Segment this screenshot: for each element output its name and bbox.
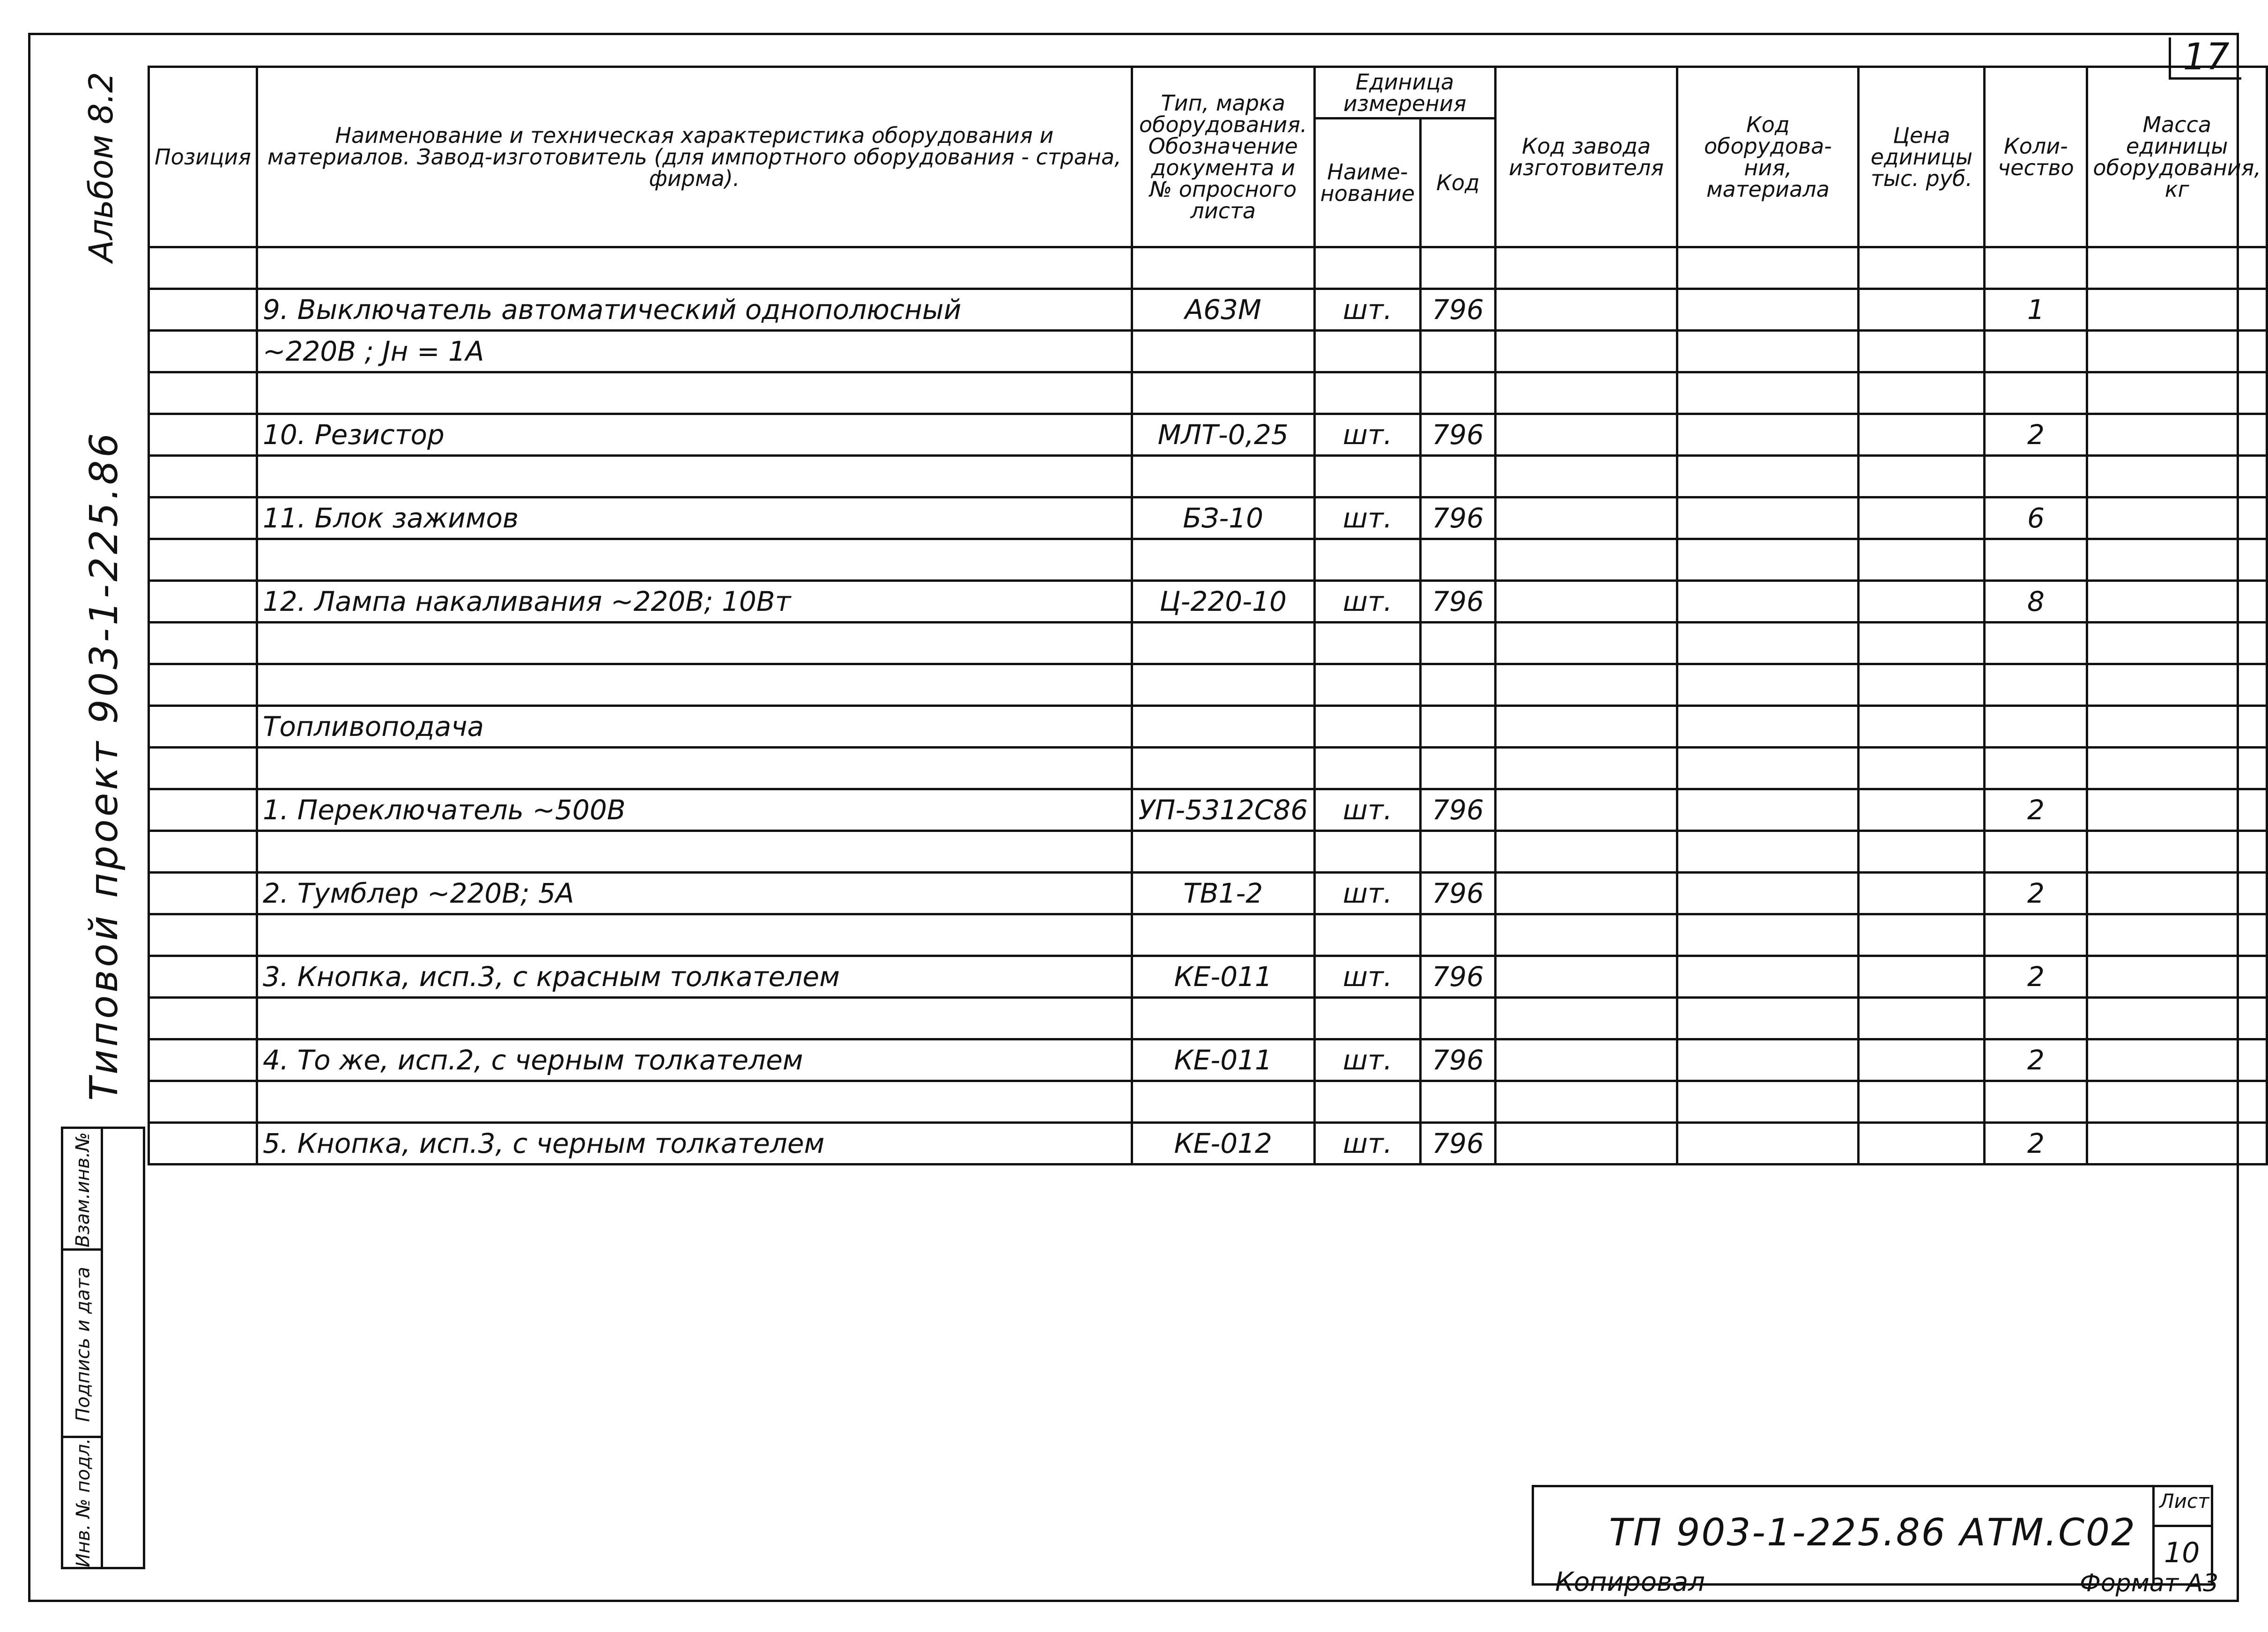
- cell-mass: [2087, 497, 2267, 539]
- cell-qty: 8: [1985, 581, 2087, 623]
- cell-price: [1859, 1039, 1985, 1081]
- table-row: [149, 581, 2267, 623]
- cell-qty: [1985, 664, 2087, 706]
- cell-type: [1132, 831, 1314, 873]
- cell-mass: [2087, 331, 2267, 372]
- cell-position: [149, 539, 257, 581]
- table-row: [149, 748, 2267, 789]
- cell-mass: [2087, 372, 2267, 414]
- cell-qty: [1985, 831, 2087, 873]
- cell-equip: [1677, 414, 1859, 456]
- cell-position: [149, 789, 257, 831]
- cell-equip: [1677, 456, 1859, 497]
- cell-qty: 2: [1985, 414, 2087, 456]
- cell-price: [1859, 289, 1985, 331]
- cell-plant: [1495, 623, 1677, 664]
- cell-position: [149, 1039, 257, 1081]
- header-price: Цена единицы тыс. руб.: [1859, 67, 1985, 247]
- project-label: Типовой проект 903-1-225.86: [82, 430, 126, 1101]
- cell-price: [1859, 748, 1985, 789]
- cell-plant: [1495, 539, 1677, 581]
- table-row: [149, 623, 2267, 664]
- table-row: [149, 1039, 2267, 1081]
- cell-unit: [1314, 706, 1421, 748]
- cell-qty: 6: [1985, 497, 2087, 539]
- cell-code: 796: [1421, 873, 1495, 914]
- cell-qty: [1985, 456, 2087, 497]
- cell-unit: [1314, 372, 1421, 414]
- cell-name: 11. Блок зажимов: [257, 497, 1132, 539]
- cell-mass: [2087, 956, 2267, 998]
- cell-price: [1859, 789, 1985, 831]
- cell-price: [1859, 247, 1985, 289]
- cell-mass: [2087, 914, 2267, 956]
- sheet-top-number: 17: [2169, 37, 2241, 80]
- cell-name: 1. Переключатель ~500В: [257, 789, 1132, 831]
- cell-name: ~220В ; Jн = 1А: [257, 331, 1132, 372]
- cell-name: [257, 1081, 1132, 1123]
- cell-type: [1132, 331, 1314, 372]
- table-row: [149, 873, 2267, 914]
- stamp-label-replacement: Взам.инв.№: [72, 1132, 94, 1248]
- cell-type: Ц-220-10: [1132, 581, 1314, 623]
- cell-price: [1859, 706, 1985, 748]
- cell-type: [1132, 914, 1314, 956]
- cell-name: 12. Лампа накаливания ~220В; 10Вт: [257, 581, 1132, 623]
- cell-plant: [1495, 456, 1677, 497]
- cell-plant: [1495, 873, 1677, 914]
- cell-qty: [1985, 748, 2087, 789]
- cell-type: [1132, 456, 1314, 497]
- cell-unit: шт.: [1314, 581, 1421, 623]
- cell-type: [1132, 372, 1314, 414]
- table-row: [149, 456, 2267, 497]
- cell-plant: [1495, 664, 1677, 706]
- cell-mass: [2087, 789, 2267, 831]
- table-row: [149, 331, 2267, 372]
- cell-position: [149, 748, 257, 789]
- cell-code: 796: [1421, 1123, 1495, 1165]
- cell-mass: [2087, 289, 2267, 331]
- cell-position: [149, 914, 257, 956]
- cell-code: 796: [1421, 581, 1495, 623]
- table-row: [149, 914, 2267, 956]
- cell-plant: [1495, 914, 1677, 956]
- cell-plant: [1495, 289, 1677, 331]
- cell-position: [149, 831, 257, 873]
- cell-unit: шт.: [1314, 789, 1421, 831]
- cell-type: УП-5312С86: [1132, 789, 1314, 831]
- cell-equip: [1677, 998, 1859, 1039]
- cell-price: [1859, 873, 1985, 914]
- cell-code: [1421, 372, 1495, 414]
- cell-position: [149, 706, 257, 748]
- cell-code: [1421, 748, 1495, 789]
- cell-mass: [2087, 664, 2267, 706]
- cell-equip: [1677, 1123, 1859, 1165]
- cell-code: [1421, 331, 1495, 372]
- cell-equip: [1677, 706, 1859, 748]
- cell-position: [149, 497, 257, 539]
- table-row: [149, 956, 2267, 998]
- cell-type: КЕ-012: [1132, 1123, 1314, 1165]
- cell-position: [149, 623, 257, 664]
- cell-name: 3. Кнопка, исп.3, с красным толкателем: [257, 956, 1132, 998]
- cell-position: [149, 247, 257, 289]
- cell-plant: [1495, 1081, 1677, 1123]
- album-label: Альбом 8.2: [82, 72, 120, 262]
- cell-code: 796: [1421, 1039, 1495, 1081]
- cell-plant: [1495, 581, 1677, 623]
- cell-type: [1132, 998, 1314, 1039]
- cell-plant: [1495, 1123, 1677, 1165]
- cell-type: [1132, 748, 1314, 789]
- cell-type: БЗ-10: [1132, 497, 1314, 539]
- cell-name: Топливоподача: [257, 706, 1132, 748]
- cell-position: [149, 1081, 257, 1123]
- cell-position: [149, 289, 257, 331]
- cell-position: [149, 414, 257, 456]
- cell-type: МЛТ-0,25: [1132, 414, 1314, 456]
- cell-equip: [1677, 956, 1859, 998]
- cell-plant: [1495, 331, 1677, 372]
- cell-price: [1859, 998, 1985, 1039]
- cell-equip: [1677, 914, 1859, 956]
- cell-price: [1859, 914, 1985, 956]
- header-plant-code: Код завода изготовителя: [1495, 67, 1677, 247]
- cell-equip: [1677, 831, 1859, 873]
- cell-unit: [1314, 998, 1421, 1039]
- cell-mass: [2087, 873, 2267, 914]
- cell-qty: 2: [1985, 1123, 2087, 1165]
- cell-name: [257, 998, 1132, 1039]
- cell-mass: [2087, 748, 2267, 789]
- cell-name: [257, 664, 1132, 706]
- cell-equip: [1677, 1039, 1859, 1081]
- cell-code: [1421, 914, 1495, 956]
- cell-plant: [1495, 831, 1677, 873]
- cell-unit: [1314, 664, 1421, 706]
- cell-plant: [1495, 247, 1677, 289]
- cell-qty: [1985, 247, 2087, 289]
- cell-mass: [2087, 456, 2267, 497]
- cell-mass: [2087, 414, 2267, 456]
- cell-qty: 2: [1985, 873, 2087, 914]
- cell-mass: [2087, 831, 2267, 873]
- cell-name: 4. То же, исп.2, с черным толкателем: [257, 1039, 1132, 1081]
- cell-code: 796: [1421, 789, 1495, 831]
- cell-type: КЕ-011: [1132, 1039, 1314, 1081]
- cell-mass: [2087, 623, 2267, 664]
- sheet-number: 10: [2164, 1536, 2200, 1569]
- table-row: [149, 706, 2267, 748]
- cell-position: [149, 1123, 257, 1165]
- cell-price: [1859, 1081, 1985, 1123]
- cell-type: [1132, 1081, 1314, 1123]
- cell-qty: [1985, 914, 2087, 956]
- cell-code: 796: [1421, 497, 1495, 539]
- side-stamp: [61, 1127, 145, 1569]
- cell-qty: [1985, 706, 2087, 748]
- cell-qty: [1985, 331, 2087, 372]
- cell-unit: [1314, 331, 1421, 372]
- cell-mass: [2087, 1039, 2267, 1081]
- table-row: [149, 831, 2267, 873]
- cell-price: [1859, 331, 1985, 372]
- cell-qty: [1985, 998, 2087, 1039]
- cell-equip: [1677, 789, 1859, 831]
- cell-type: ТВ1-2: [1132, 873, 1314, 914]
- table-row: [149, 372, 2267, 414]
- header-unit-group: Единица измерения: [1314, 67, 1495, 119]
- cell-code: [1421, 1081, 1495, 1123]
- table-row: [149, 539, 2267, 581]
- header-equip-code: Код оборудова-ния, материала: [1677, 67, 1859, 247]
- cell-position: [149, 372, 257, 414]
- cell-price: [1859, 664, 1985, 706]
- cell-equip: [1677, 247, 1859, 289]
- cell-unit: [1314, 831, 1421, 873]
- cell-code: 796: [1421, 414, 1495, 456]
- cell-equip: [1677, 539, 1859, 581]
- table-row: [149, 247, 2267, 289]
- cell-equip: [1677, 331, 1859, 372]
- cell-mass: [2087, 1123, 2267, 1165]
- cell-unit: шт.: [1314, 414, 1421, 456]
- cell-position: [149, 664, 257, 706]
- cell-price: [1859, 414, 1985, 456]
- cell-unit: шт.: [1314, 1039, 1421, 1081]
- cell-plant: [1495, 1039, 1677, 1081]
- cell-mass: [2087, 247, 2267, 289]
- header-mass: Масса единицы оборудования, кг: [2087, 67, 2267, 247]
- cell-equip: [1677, 873, 1859, 914]
- cell-price: [1859, 539, 1985, 581]
- cell-name: [257, 539, 1132, 581]
- header-qty: Коли-чество: [1985, 67, 2087, 247]
- cell-mass: [2087, 581, 2267, 623]
- cell-mass: [2087, 706, 2267, 748]
- table-row: [149, 497, 2267, 539]
- cell-plant: [1495, 789, 1677, 831]
- cell-code: [1421, 456, 1495, 497]
- cell-position: [149, 998, 257, 1039]
- cell-equip: [1677, 623, 1859, 664]
- cell-name: [257, 748, 1132, 789]
- table-row: [149, 789, 2267, 831]
- header-unit-code: Код: [1421, 119, 1495, 247]
- cell-type: А63М: [1132, 289, 1314, 331]
- table-row: [149, 1081, 2267, 1123]
- cell-qty: 2: [1985, 1039, 2087, 1081]
- stamp-label-signature: Подпись и дата: [72, 1267, 94, 1422]
- cell-qty: [1985, 372, 2087, 414]
- cell-price: [1859, 497, 1985, 539]
- cell-unit: [1314, 748, 1421, 789]
- cell-name: [257, 456, 1132, 497]
- cell-plant: [1495, 998, 1677, 1039]
- cell-unit: шт.: [1314, 956, 1421, 998]
- cell-code: 796: [1421, 289, 1495, 331]
- cell-qty: 2: [1985, 956, 2087, 998]
- cell-qty: [1985, 539, 2087, 581]
- cell-code: [1421, 623, 1495, 664]
- cell-equip: [1677, 748, 1859, 789]
- cell-price: [1859, 1123, 1985, 1165]
- cell-qty: [1985, 1081, 2087, 1123]
- cell-position: [149, 873, 257, 914]
- cell-name: 10. Резистор: [257, 414, 1132, 456]
- cell-equip: [1677, 372, 1859, 414]
- cell-code: [1421, 998, 1495, 1039]
- cell-type: [1132, 664, 1314, 706]
- cell-plant: [1495, 497, 1677, 539]
- cell-price: [1859, 456, 1985, 497]
- cell-unit: [1314, 539, 1421, 581]
- cell-price: [1859, 956, 1985, 998]
- document-code: ТП 903-1-225.86 АТМ.С02: [1609, 1511, 2136, 1554]
- cell-unit: [1314, 623, 1421, 664]
- cell-name: [257, 831, 1132, 873]
- sheet-label: Лист: [2159, 1490, 2209, 1513]
- cell-name: 5. Кнопка, исп.3, с черным толкателем: [257, 1123, 1132, 1165]
- format-label: Формат А3: [2080, 1569, 2219, 1597]
- cell-equip: [1677, 497, 1859, 539]
- cell-price: [1859, 831, 1985, 873]
- cell-plant: [1495, 414, 1677, 456]
- cell-type: [1132, 623, 1314, 664]
- cell-unit: шт.: [1314, 1123, 1421, 1165]
- cell-name: [257, 247, 1132, 289]
- cell-qty: [1985, 623, 2087, 664]
- table-row: [149, 414, 2267, 456]
- cell-code: [1421, 706, 1495, 748]
- cell-type: КЕ-011: [1132, 956, 1314, 998]
- cell-code: [1421, 831, 1495, 873]
- cell-equip: [1677, 289, 1859, 331]
- cell-code: [1421, 664, 1495, 706]
- cell-code: 796: [1421, 956, 1495, 998]
- header-position: Позиция: [149, 67, 257, 247]
- cell-unit: [1314, 456, 1421, 497]
- cell-type: [1132, 539, 1314, 581]
- cell-plant: [1495, 372, 1677, 414]
- cell-position: [149, 581, 257, 623]
- cell-mass: [2087, 998, 2267, 1039]
- cell-unit: [1314, 1081, 1421, 1123]
- cell-position: [149, 331, 257, 372]
- cell-equip: [1677, 581, 1859, 623]
- cell-price: [1859, 581, 1985, 623]
- cell-unit: [1314, 914, 1421, 956]
- cell-plant: [1495, 706, 1677, 748]
- cell-plant: [1495, 748, 1677, 789]
- cell-name: [257, 914, 1132, 956]
- header-unit-name: Наиме-нование: [1314, 119, 1421, 247]
- table-row: [149, 1123, 2267, 1165]
- sheet-divider: [2155, 1525, 2211, 1527]
- cell-type: [1132, 247, 1314, 289]
- table-row: [149, 998, 2267, 1039]
- cell-unit: шт.: [1314, 289, 1421, 331]
- cell-unit: шт.: [1314, 497, 1421, 539]
- cell-equip: [1677, 1081, 1859, 1123]
- cell-mass: [2087, 539, 2267, 581]
- cell-qty: 1: [1985, 289, 2087, 331]
- cell-unit: [1314, 247, 1421, 289]
- cell-name: [257, 372, 1132, 414]
- cell-equip: [1677, 664, 1859, 706]
- cell-plant: [1495, 956, 1677, 998]
- table-row: [149, 289, 2267, 331]
- cell-position: [149, 456, 257, 497]
- cell-unit: шт.: [1314, 873, 1421, 914]
- cell-price: [1859, 623, 1985, 664]
- cell-code: [1421, 539, 1495, 581]
- cell-type: [1132, 706, 1314, 748]
- specification-table: [148, 66, 2268, 1165]
- cell-position: [149, 956, 257, 998]
- cell-name: [257, 623, 1132, 664]
- cell-name: 9. Выключатель автоматический однополюсный: [257, 289, 1132, 331]
- cell-name: 2. Тумблер ~220В; 5А: [257, 873, 1132, 914]
- cell-code: [1421, 247, 1495, 289]
- cell-mass: [2087, 1081, 2267, 1123]
- header-type: Тип, марка оборудования. Обозначение документа и № опросного листа: [1132, 67, 1314, 247]
- copied-label: Копировал: [1555, 1567, 1705, 1597]
- stamp-label-inventory: Инв. № подл.: [72, 1438, 94, 1567]
- cell-qty: 2: [1985, 789, 2087, 831]
- header-name: Наименование и техническая характеристика оборудования и материалов. Завод-изготовитель (для импортного оборудования - страна, фирма).: [257, 67, 1132, 247]
- cell-price: [1859, 372, 1985, 414]
- table-row: [149, 664, 2267, 706]
